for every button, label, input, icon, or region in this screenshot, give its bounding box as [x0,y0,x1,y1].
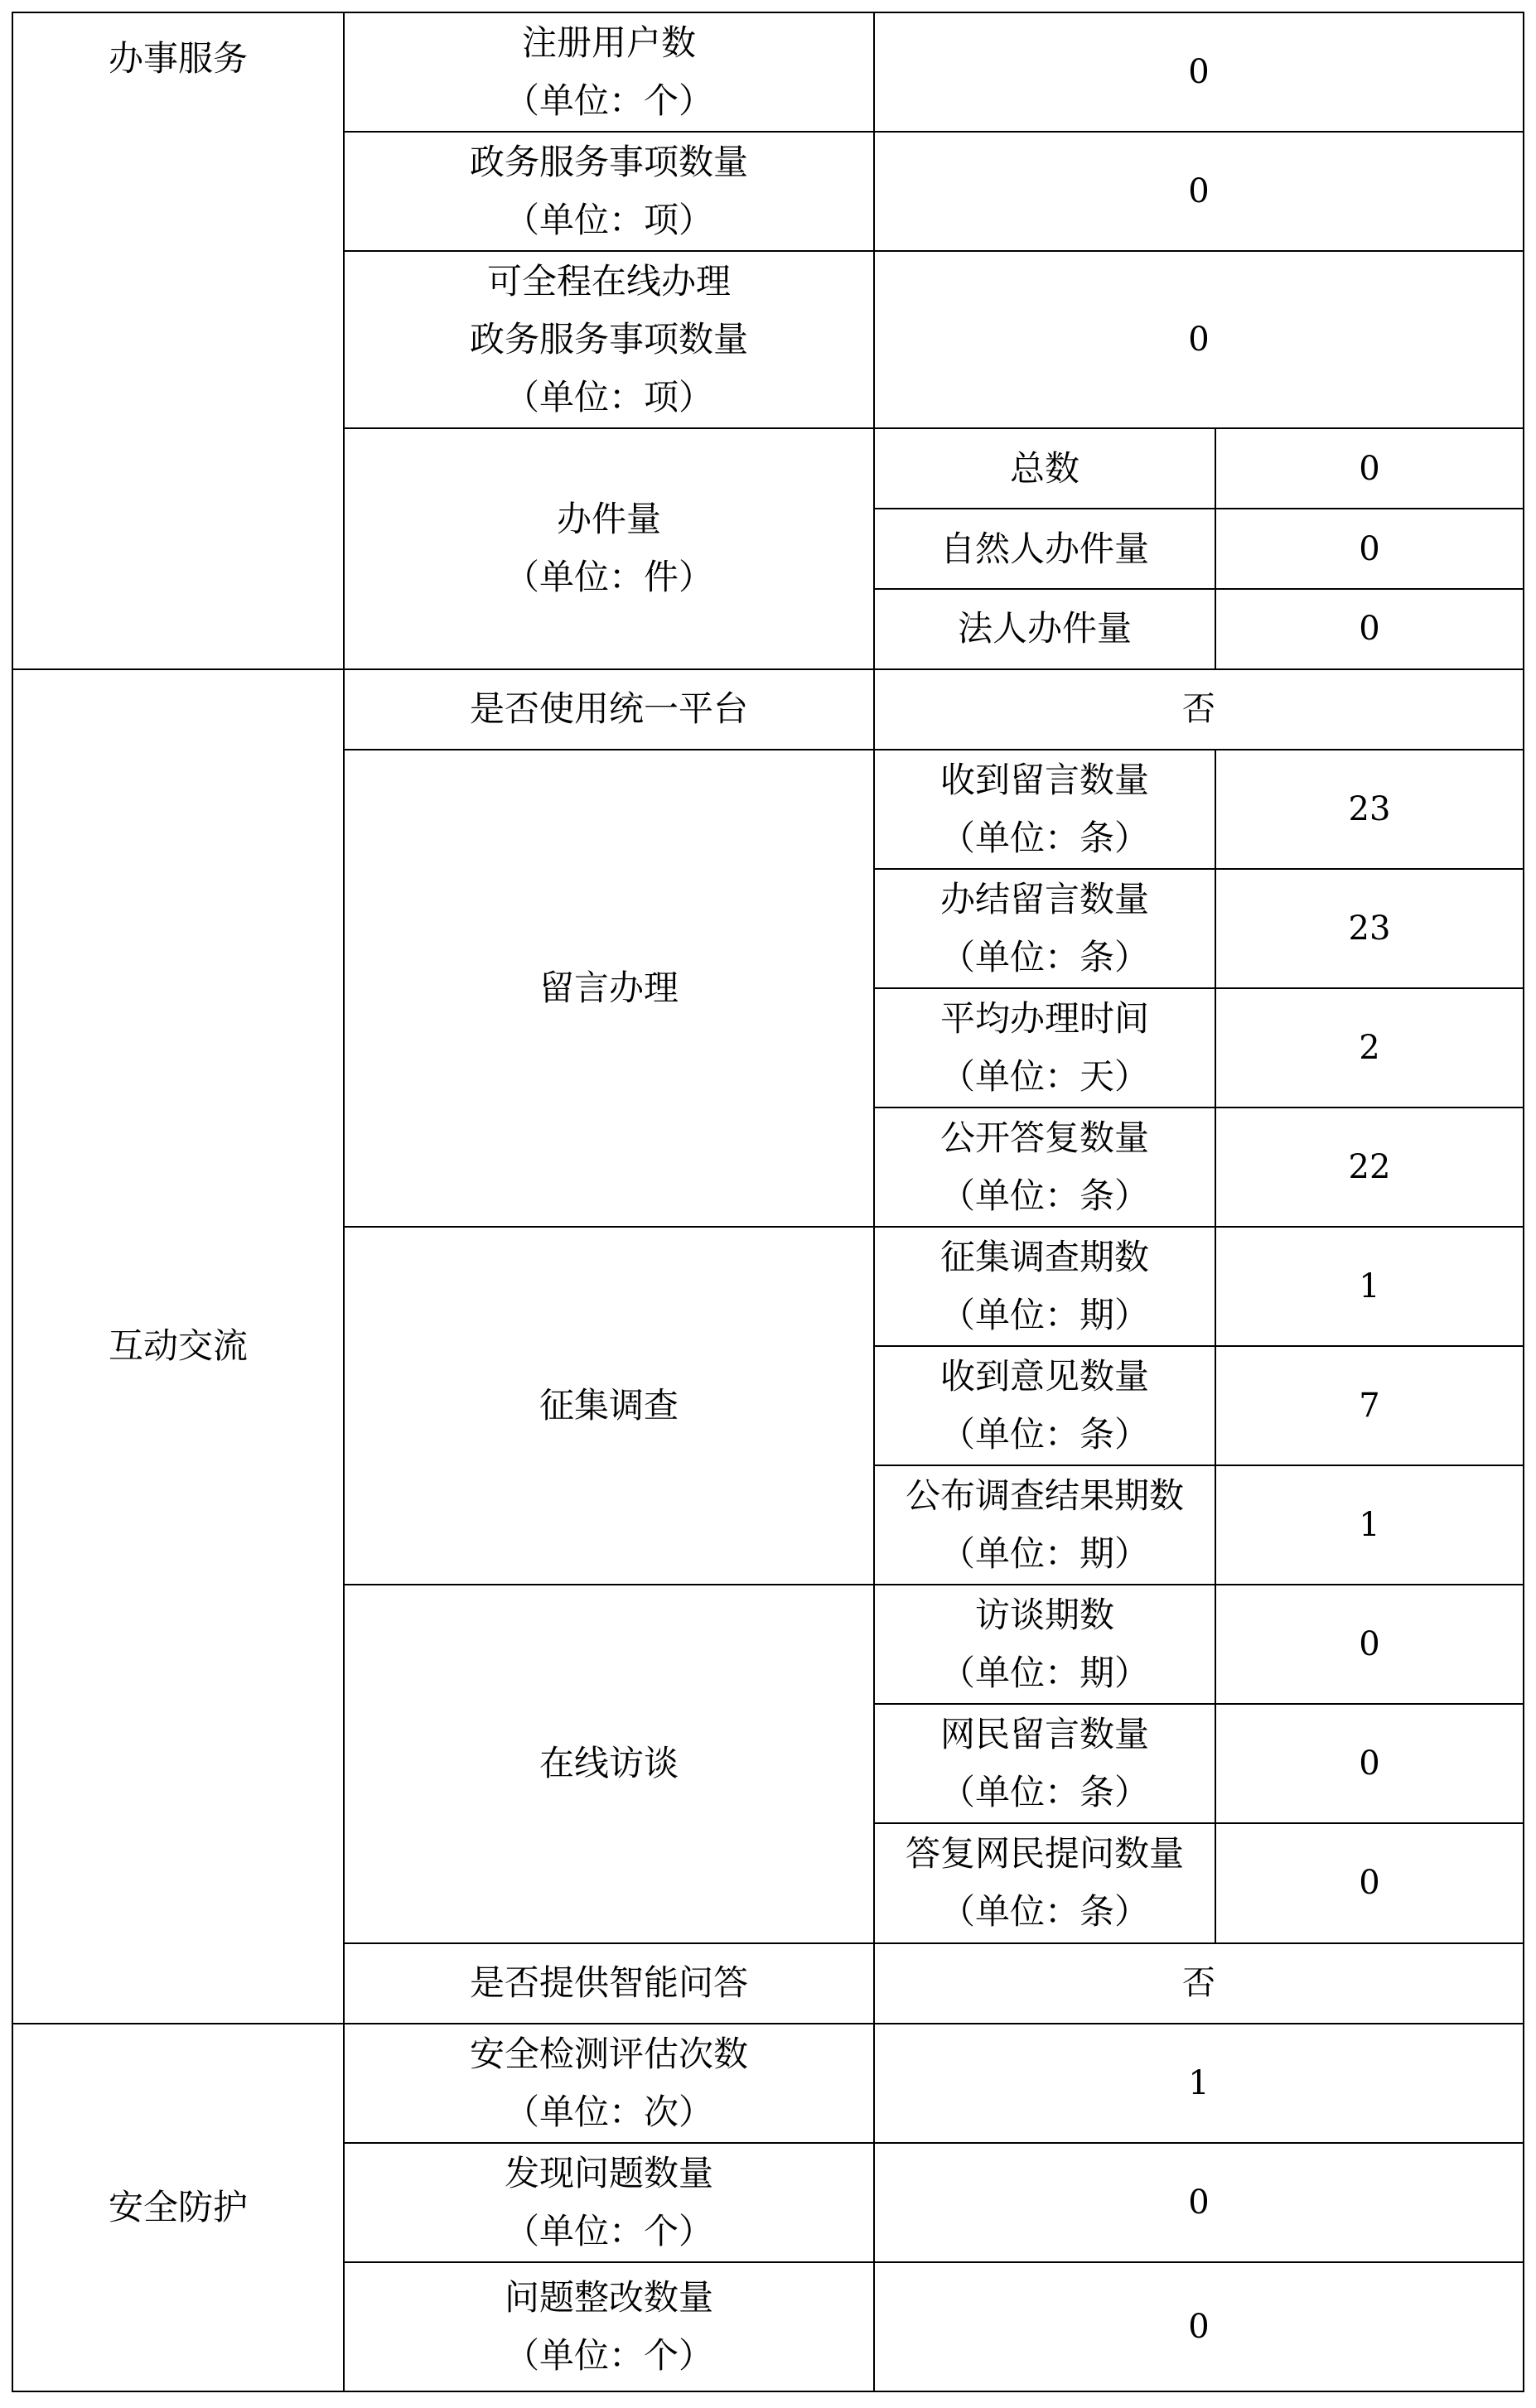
sub-metric-value: 0 [1215,509,1524,589]
sub-metric-label: 答复网民提问数量 （单位：条） [874,1823,1215,1942]
statistics-table [12,12,1524,2392]
sub-metric-value: 7 [1215,1346,1524,1465]
group-label-cases: 办件量 （单位：件） [344,428,874,668]
metric-value: 0 [874,2262,1524,2391]
sub-metric-label: 公布调查结果期数 （单位：期） [874,1465,1215,1585]
sub-metric-label: 总数 [874,428,1215,509]
sub-metric-value: 2 [1215,988,1524,1107]
metric-value: 0 [874,251,1524,428]
sub-metric-value: 23 [1215,869,1524,988]
section-label-gov-service: 办事服务 [12,12,344,669]
sub-metric-value: 1 [1215,1465,1524,1585]
metric-label: 安全检测评估次数 （单位：次） [344,2024,874,2143]
table-row [12,12,1524,132]
metric-value: 否 [874,669,1524,750]
sub-metric-label: 自然人办件量 [874,509,1215,589]
sub-metric-label: 收到意见数量 （单位：条） [874,1346,1215,1465]
sub-metric-value: 0 [1215,589,1524,668]
sub-metric-label: 收到留言数量 （单位：条） [874,750,1215,869]
metric-value: 0 [874,12,1524,132]
metric-label: 注册用户数 （单位：个） [344,12,874,132]
table-row [12,669,1524,750]
sub-metric-label: 公开答复数量 （单位：条） [874,1107,1215,1227]
metric-label: 问题整改数量 （单位：个） [344,2262,874,2391]
sub-metric-value: 0 [1215,1704,1524,1823]
sub-metric-value: 23 [1215,750,1524,869]
sub-metric-label: 办结留言数量 （单位：条） [874,869,1215,988]
section-label-security: 安全防护 [12,2024,344,2391]
sub-metric-label: 网民留言数量 （单位：条） [874,1704,1215,1823]
table-row [12,2024,1524,2143]
sub-metric-value: 0 [1215,1585,1524,1704]
metric-value: 1 [874,2024,1524,2143]
sub-metric-label: 访谈期数 （单位：期） [874,1585,1215,1704]
metric-value: 否 [874,1943,1524,2024]
metric-label: 政务服务事项数量 （单位：项） [344,132,874,251]
metric-value: 0 [874,132,1524,251]
sub-metric-value: 0 [1215,428,1524,509]
group-label-interview: 在线访谈 [344,1585,874,1942]
sub-metric-value: 22 [1215,1107,1524,1227]
sub-metric-value: 0 [1215,1823,1524,1942]
metric-value: 0 [874,2143,1524,2262]
sub-metric-value: 1 [1215,1227,1524,1346]
metric-label: 是否提供智能问答 [344,1943,874,2024]
metric-label: 发现问题数量 （单位：个） [344,2143,874,2262]
sub-metric-label: 征集调查期数 （单位：期） [874,1227,1215,1346]
group-label-survey: 征集调查 [344,1227,874,1585]
group-label-messages: 留言办理 [344,750,874,1227]
section-label-interaction: 互动交流 [12,669,344,2024]
metric-label: 可全程在线办理 政务服务事项数量 （单位：项） [344,251,874,428]
sub-metric-label: 平均办理时间 （单位：天） [874,988,1215,1107]
metric-label: 是否使用统一平台 [344,669,874,750]
sub-metric-label: 法人办件量 [874,589,1215,668]
